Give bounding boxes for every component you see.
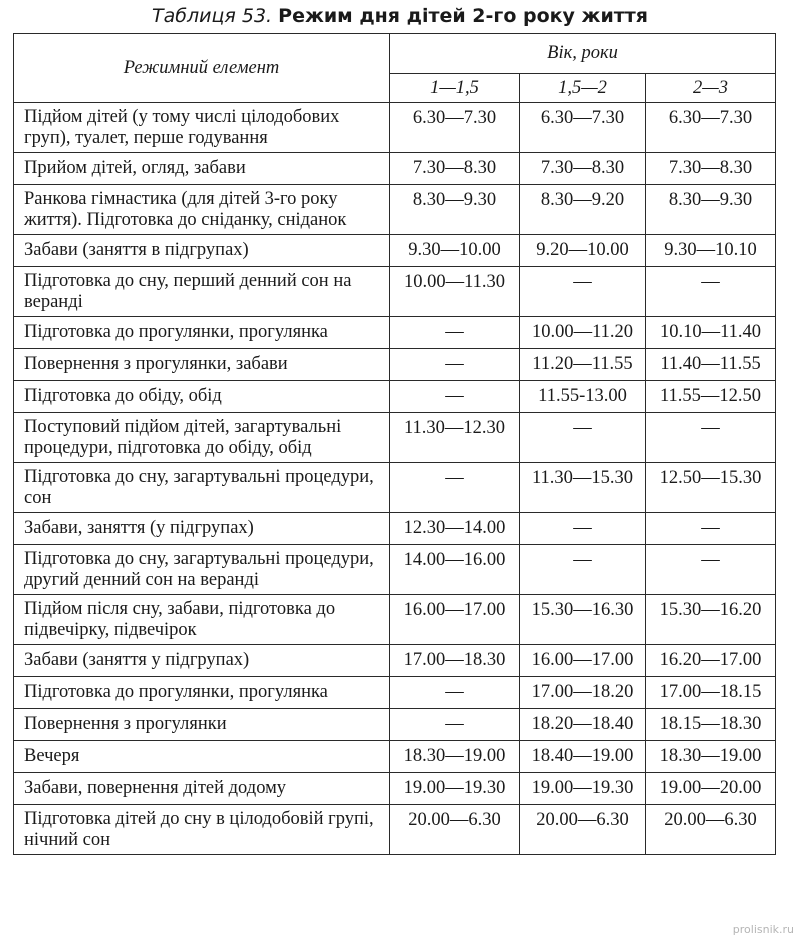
time-cell-age-2: 11.30—15.30 — [520, 463, 646, 513]
caption-title: Режим дня дітей 2-го року життя — [278, 5, 648, 27]
time-cell-age-2: 10.00—11.20 — [520, 317, 646, 349]
table-row — [14, 741, 776, 773]
regime-element: Підготовка дітей до сну в цілодобовій групі, нічний сон — [14, 805, 390, 855]
time-cell-age-1: 11.30—12.30 — [390, 413, 520, 463]
regime-element: Підготовка до обіду, обід — [14, 381, 390, 413]
table-row — [14, 463, 776, 513]
header-element-column: Режимний елемент — [14, 34, 390, 103]
time-cell-age-1: 16.00—17.00 — [390, 595, 520, 645]
time-cell-age-2: — — [520, 545, 646, 595]
time-cell-age-1: 7.30—8.30 — [390, 153, 520, 185]
time-cell-age-3: 8.30—9.30 — [646, 185, 776, 235]
time-cell-age-2: — — [520, 413, 646, 463]
time-cell-age-1: — — [390, 349, 520, 381]
header-age-1: 1—1,5 — [390, 74, 520, 103]
time-cell-age-3: 11.55—12.50 — [646, 381, 776, 413]
regime-element: Підйом після сну, забави, підготовка до підвечірку, підвечірок — [14, 595, 390, 645]
header-age-3: 2—3 — [646, 74, 776, 103]
schedule-rows — [14, 103, 776, 855]
time-cell-age-1: — — [390, 677, 520, 709]
regime-element: Підготовка до прогулянки, прогулянка — [14, 677, 390, 709]
table-row — [14, 513, 776, 545]
table-caption — [0, 3, 800, 29]
regime-element: Прийом дітей, огляд, забави — [14, 153, 390, 185]
time-cell-age-1: — — [390, 463, 520, 513]
time-cell-age-2: 11.20—11.55 — [520, 349, 646, 381]
table-row — [14, 677, 776, 709]
regime-element: Повернення з прогулянки — [14, 709, 390, 741]
table-row — [14, 185, 776, 235]
time-cell-age-1: — — [390, 317, 520, 349]
table-row — [14, 805, 776, 855]
table-row — [14, 235, 776, 267]
time-cell-age-1: 14.00—16.00 — [390, 545, 520, 595]
time-cell-age-1: 19.00—19.30 — [390, 773, 520, 805]
header-age-2: 1,5—2 — [520, 74, 646, 103]
table-row — [14, 595, 776, 645]
regime-element: Підготовка до сну, перший денний сон на веранді — [14, 267, 390, 317]
table-row — [14, 381, 776, 413]
time-cell-age-1: — — [390, 709, 520, 741]
time-cell-age-3: — — [646, 267, 776, 317]
regime-element: Повернення з прогулянки, забави — [14, 349, 390, 381]
table-row — [14, 773, 776, 805]
time-cell-age-3: 12.50—15.30 — [646, 463, 776, 513]
table-row — [14, 545, 776, 595]
time-cell-age-2: 7.30—8.30 — [520, 153, 646, 185]
time-cell-age-3: — — [646, 413, 776, 463]
time-cell-age-2: 20.00—6.30 — [520, 805, 646, 855]
table-row — [14, 709, 776, 741]
time-cell-age-1: 9.30—10.00 — [390, 235, 520, 267]
time-cell-age-3: 15.30—16.20 — [646, 595, 776, 645]
watermark: prolisnik.ru — [732, 923, 794, 936]
caption-prefix: Таблиця 53. — [152, 5, 273, 27]
time-cell-age-3: — — [646, 513, 776, 545]
time-cell-age-2: 18.20—18.40 — [520, 709, 646, 741]
regime-element: Підготовка до прогулянки, прогулянка — [14, 317, 390, 349]
regime-element: Підйом дітей (у тому числі цілодобових груп), туалет, перше годування — [14, 103, 390, 153]
time-cell-age-3: 6.30—7.30 — [646, 103, 776, 153]
time-cell-age-3: 18.15—18.30 — [646, 709, 776, 741]
time-cell-age-2: 16.00—17.00 — [520, 645, 646, 677]
time-cell-age-3: 18.30—19.00 — [646, 741, 776, 773]
table-row — [14, 413, 776, 463]
time-cell-age-3: 11.40—11.55 — [646, 349, 776, 381]
time-cell-age-2: 8.30—9.20 — [520, 185, 646, 235]
time-cell-age-1: — — [390, 381, 520, 413]
regime-element: Забави, повернення дітей додому — [14, 773, 390, 805]
regime-element: Підготовка до сну, загартувальні процедури, другий денний сон на веранді — [14, 545, 390, 595]
regime-element: Забави (заняття у підгрупах) — [14, 645, 390, 677]
time-cell-age-1: 10.00—11.30 — [390, 267, 520, 317]
time-cell-age-2: 15.30—16.30 — [520, 595, 646, 645]
time-cell-age-1: 12.30—14.00 — [390, 513, 520, 545]
time-cell-age-2: 6.30—7.30 — [520, 103, 646, 153]
regime-element: Поступовий підйом дітей, загартувальні процедури, підготовка до обіду, обід — [14, 413, 390, 463]
time-cell-age-2: — — [520, 267, 646, 317]
header-age-group: Вік, роки — [390, 34, 776, 74]
table-row — [14, 317, 776, 349]
time-cell-age-2: 19.00—19.30 — [520, 773, 646, 805]
regime-element: Ранкова гімнастика (для дітей 3-го року життя). Підготовка до сніданку, сніданок — [14, 185, 390, 235]
time-cell-age-2: 17.00—18.20 — [520, 677, 646, 709]
table-row — [14, 349, 776, 381]
time-cell-age-1: 6.30—7.30 — [390, 103, 520, 153]
table-row — [14, 103, 776, 153]
time-cell-age-3: 20.00—6.30 — [646, 805, 776, 855]
time-cell-age-2: 11.55-13.00 — [520, 381, 646, 413]
time-cell-age-3: 16.20—17.00 — [646, 645, 776, 677]
time-cell-age-3: 19.00—20.00 — [646, 773, 776, 805]
time-cell-age-3: 10.10—11.40 — [646, 317, 776, 349]
regime-element: Забави (заняття в підгрупах) — [14, 235, 390, 267]
time-cell-age-3: 7.30—8.30 — [646, 153, 776, 185]
time-cell-age-2: 18.40—19.00 — [520, 741, 646, 773]
regime-element: Підготовка до сну, загартувальні процедури, сон — [14, 463, 390, 513]
time-cell-age-2: 9.20—10.00 — [520, 235, 646, 267]
time-cell-age-3: — — [646, 545, 776, 595]
regime-element: Вечеря — [14, 741, 390, 773]
time-cell-age-1: 8.30—9.30 — [390, 185, 520, 235]
time-cell-age-3: 9.30—10.10 — [646, 235, 776, 267]
table-row — [14, 267, 776, 317]
table-row — [14, 645, 776, 677]
time-cell-age-1: 18.30—19.00 — [390, 741, 520, 773]
regime-element: Забави, заняття (у підгрупах) — [14, 513, 390, 545]
time-cell-age-2: — — [520, 513, 646, 545]
table-row — [14, 153, 776, 185]
time-cell-age-3: 17.00—18.15 — [646, 677, 776, 709]
time-cell-age-1: 17.00—18.30 — [390, 645, 520, 677]
schedule-table — [13, 33, 776, 855]
time-cell-age-1: 20.00—6.30 — [390, 805, 520, 855]
